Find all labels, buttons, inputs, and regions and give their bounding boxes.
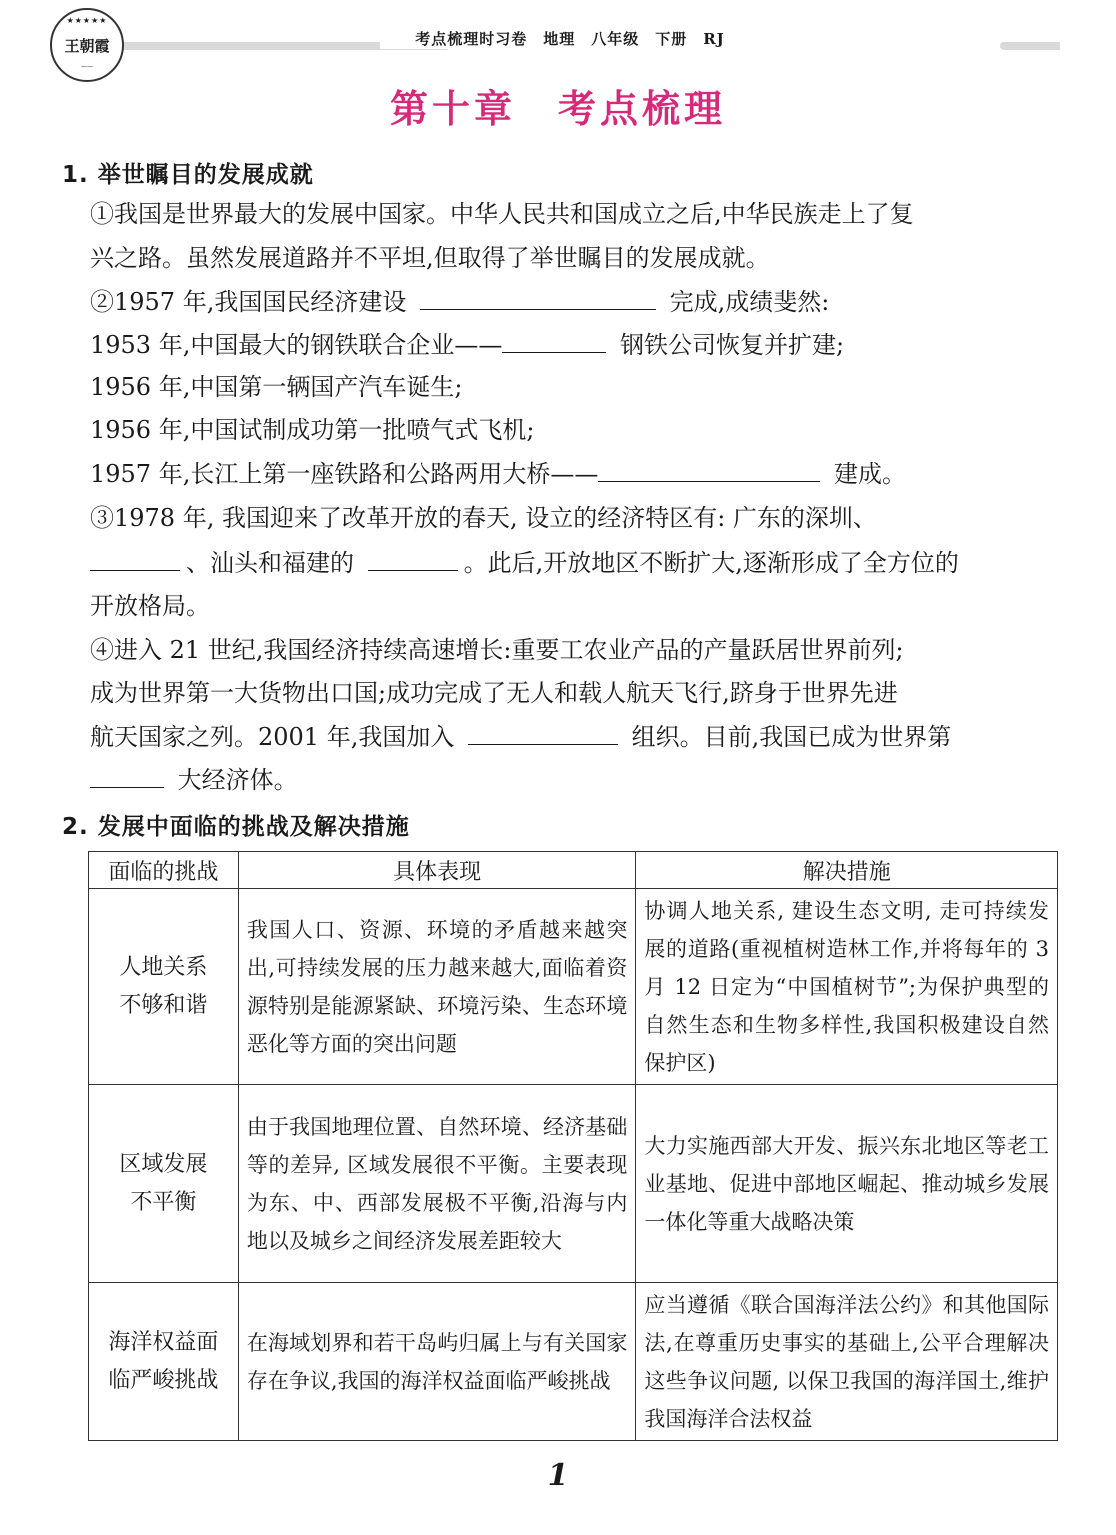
paragraph-line bbox=[90, 714, 1060, 759]
challenge-cell bbox=[89, 1283, 239, 1441]
table-row bbox=[89, 1283, 1058, 1441]
text-segment: 。此后,开放地区不断扩大,逐渐形成了全方位的 bbox=[463, 549, 959, 577]
text-segment: ②1957 年,我国国民经济建设 bbox=[90, 288, 407, 316]
paragraph-line bbox=[90, 322, 1060, 367]
challenge-cell bbox=[89, 889, 239, 1085]
paragraph-line: ①我国是世界最大的发展中国家。中华人民共和国成立之后,中华民族走上了复 bbox=[90, 200, 914, 228]
logo-text: 王朝霞 bbox=[64, 36, 110, 55]
fill-blank[interactable] bbox=[90, 757, 164, 788]
text-segment: 大经济体。 bbox=[177, 766, 298, 794]
fill-blank[interactable] bbox=[468, 714, 618, 745]
paragraph-line: 兴之路。虽然发展道路并不平坦,但取得了举世瞩目的发展成就。 bbox=[90, 244, 770, 272]
performance-cell: 由于我国地理位置、自然环境、经济基础等的差异, 区域发展很不平衡。主要表现为东、中、西部发展极不平衡,沿海与内地以及城乡之间经济发展差距较大 bbox=[238, 1085, 636, 1283]
section2-heading: 2. 发展中面临的挑战及解决措施 bbox=[62, 814, 410, 840]
section1-heading: 1. 举世瞩目的发展成就 bbox=[62, 162, 314, 188]
challenge-label: 临严峻挑战 bbox=[108, 1367, 219, 1393]
fill-blank[interactable] bbox=[420, 279, 656, 310]
challenge-label: 区域发展 bbox=[119, 1151, 208, 1177]
logo-stars-icon: ★★★★★ bbox=[66, 16, 108, 25]
measures-cell: 协调人地关系, 建设生态文明, 走可持续发展的道路(重视植树造林工作,并将每年的 3 月 12 日定为“中国植树节”;为保护典型的自然生态和生物多样性,我国积极建设自然保护区) bbox=[636, 889, 1058, 1085]
paragraph-line: 开放格局。 bbox=[90, 592, 210, 620]
text-segment: 建成。 bbox=[833, 460, 906, 488]
challenges-table bbox=[88, 851, 1058, 1441]
challenge-label: 不平衡 bbox=[130, 1189, 197, 1215]
fill-blank[interactable] bbox=[598, 451, 820, 482]
text-segment: 航天国家之列。2001 年,我国加入 bbox=[90, 723, 455, 751]
running-head: 考点梳理时习卷 地理 八年级 下册 RJ bbox=[380, 28, 760, 49]
publisher-logo bbox=[50, 8, 124, 82]
challenge-label: 海洋权益面 bbox=[108, 1329, 219, 1355]
performance-cell: 我国人口、资源、环境的矛盾越来越突出,可持续发展的压力越来越大,面临着资源特别是能源紧缺、环境污染、生态环境恶化等方面的突出问题 bbox=[238, 889, 636, 1085]
fill-blank[interactable] bbox=[90, 540, 180, 571]
measures-cell: 应当遵循《联合国海洋法公约》和其他国际法,在尊重历史事实的基础上,公平合理解决这些争议问题, 以保卫我国的海洋国土,维护我国海洋合法权益 bbox=[636, 1283, 1058, 1441]
page-header bbox=[0, 0, 1116, 70]
paragraph-line: 1956 年,中国试制成功第一批喷气式飞机; bbox=[90, 416, 535, 444]
table-row bbox=[89, 889, 1058, 1085]
challenge-cell bbox=[89, 1085, 239, 1283]
paragraph-line: ④进入 21 世纪,我国经济持续高速增长:重要工农业产品的产量跃居世界前列; bbox=[90, 636, 904, 664]
column-header: 解决措施 bbox=[636, 852, 1058, 889]
performance-cell: 在海域划界和若干岛屿归属上与有关国家存在争议,我国的海洋权益面临严峻挑战 bbox=[238, 1283, 636, 1441]
paragraph-line bbox=[90, 279, 1060, 324]
column-header: 具体表现 bbox=[238, 852, 636, 889]
logo-ribbon-icon: —— bbox=[81, 63, 93, 70]
paragraph-line: ③1978 年, 我国迎来了改革开放的春天, 设立的经济特区有: 广东的深圳、 bbox=[90, 504, 877, 532]
text-segment: 1953 年,中国最大的钢铁联合企业—— bbox=[90, 331, 503, 359]
column-header: 面临的挑战 bbox=[89, 852, 239, 889]
text-segment: 钢铁公司恢复并扩建; bbox=[619, 331, 845, 359]
paragraph-line bbox=[90, 540, 1060, 585]
page-number: 1 bbox=[547, 1458, 569, 1493]
header-bar-right bbox=[1000, 42, 1060, 50]
table-header-row bbox=[89, 852, 1058, 889]
chapter-title: 第十章 考点梳理 bbox=[389, 86, 726, 131]
text-segment: 、汕头和福建的 bbox=[186, 549, 354, 577]
text-segment: 1957 年,长江上第一座铁路和公路两用大桥—— bbox=[90, 460, 599, 488]
challenge-label: 人地关系 bbox=[119, 954, 208, 980]
challenge-label: 不够和谐 bbox=[119, 992, 208, 1018]
paragraph-line bbox=[90, 757, 1060, 802]
measures-cell: 大力实施西部大开发、振兴东北地区等老工业基地、促进中部地区崛起、推动城乡发展一体化等重大战略决策 bbox=[636, 1085, 1058, 1283]
paragraph-line bbox=[90, 451, 1060, 496]
fill-blank[interactable] bbox=[368, 540, 458, 571]
text-segment: 完成,成绩斐然: bbox=[669, 288, 830, 316]
text-segment: 组织。目前,我国已成为世界第 bbox=[631, 723, 952, 751]
paragraph-line: 1956 年,中国第一辆国产汽车诞生; bbox=[90, 373, 463, 401]
fill-blank[interactable] bbox=[502, 322, 606, 353]
paragraph-line: 成为世界第一大货物出口国;成功完成了无人和载人航天飞行,跻身于世界先进 bbox=[90, 679, 898, 707]
table-row bbox=[89, 1085, 1058, 1283]
